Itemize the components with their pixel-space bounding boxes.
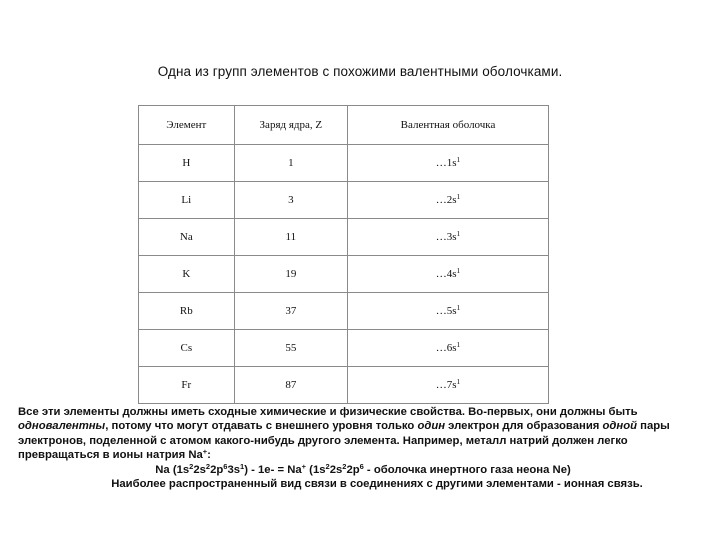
- cell-element: Fr: [139, 367, 235, 404]
- elements-table: [138, 105, 549, 404]
- page-title: Одна из групп элементов с похожими валентными оболочками.: [157, 64, 563, 79]
- header-valence-shell: Валентная оболочка: [348, 106, 549, 145]
- cell-shell: $\dots 1s^1$: [348, 145, 549, 182]
- header-element: Элемент: [139, 106, 235, 145]
- table-row: [139, 145, 549, 182]
- cell-element: H: [139, 145, 235, 182]
- cell-charge: 3: [234, 182, 347, 219]
- cell-element: Rb: [139, 293, 235, 330]
- cell-element: K: [139, 256, 235, 293]
- cell-shell: $\dots 7s^1$: [348, 367, 549, 404]
- cell-charge: 37: [234, 293, 347, 330]
- cell-charge: 1: [234, 145, 347, 182]
- explanation-text: [18, 405, 708, 491]
- conclusion-line: Наиболее распространенный вид связи в соединениях с другими элементами - ионная связь.: [111, 478, 643, 491]
- cell-charge: 55: [234, 330, 347, 367]
- cell-charge: 19: [234, 256, 347, 293]
- cell-shell: $\dots 6s^1$: [348, 330, 549, 367]
- table-row: [139, 293, 549, 330]
- table-row: [139, 330, 549, 367]
- table-row: [139, 182, 549, 219]
- cell-shell: $\dots 2s^1$: [348, 182, 549, 219]
- cell-element: Na: [139, 219, 235, 256]
- table-header-row: [139, 106, 549, 145]
- cell-element: Cs: [139, 330, 235, 367]
- cell-shell: $\dots 4s^1$: [348, 256, 549, 293]
- table-row: [139, 219, 549, 256]
- cell-shell: $\dots 3s^1$: [348, 219, 549, 256]
- table-row: [139, 367, 549, 404]
- ionization-formula: Na $(1s^22s^22p^63s^1) - 1e- = Na^+$ ($1s^22s^22p^6$ - оболочка инертного газа неона Ne): [155, 461, 571, 476]
- cell-charge: 11: [234, 219, 347, 256]
- cell-shell: $\dots 5s^1$: [348, 293, 549, 330]
- cell-charge: 87: [234, 367, 347, 404]
- table-row: [139, 256, 549, 293]
- header-charge: Заряд ядра, Z: [234, 106, 347, 145]
- cell-element: Li: [139, 182, 235, 219]
- paragraph: Все эти элементы должны иметь сходные химические и физические свойства. Во-первых, они должны быть одновалентны, потому что могут отдавать с внешнего уровня только один электрон для образования одной пары электронов, поделенной с атомом какого-нибудь другого элемента. Например, металл натрий должен легко превращаться в ионы натрия Na+:: [18, 406, 670, 462]
